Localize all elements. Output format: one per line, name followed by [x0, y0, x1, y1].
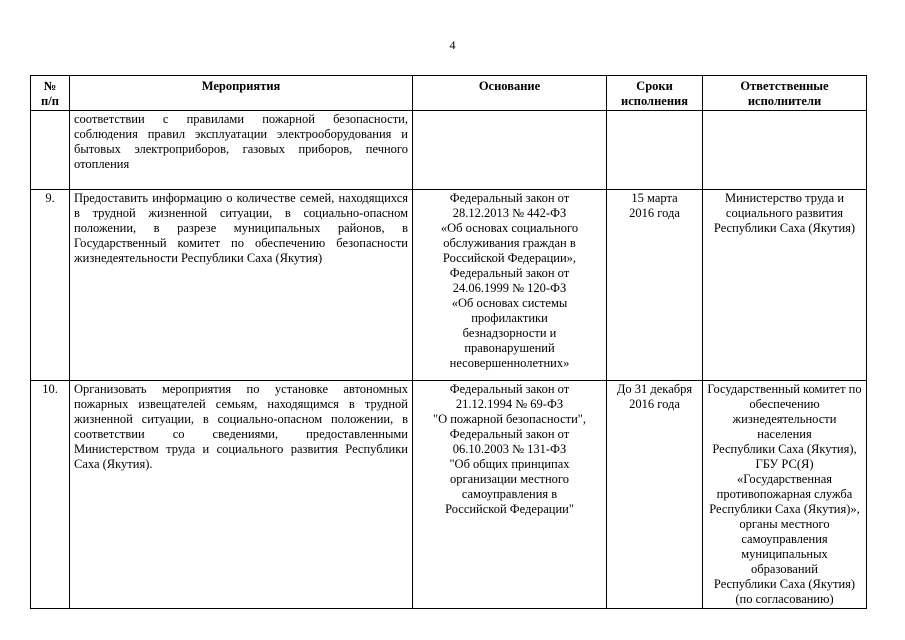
cell-responsible-line: социального развития: [725, 206, 844, 220]
cell-responsible: [703, 111, 867, 190]
cell-responsible-line: Республики Саха (Якутия),: [712, 442, 857, 456]
cell-basis-line: 21.12.1994 № 69-ФЗ: [455, 397, 564, 411]
cell-basis-line: организации местного: [449, 472, 570, 486]
cell-basis-line: несовершеннолетних»: [449, 356, 570, 370]
table-row: [31, 190, 867, 381]
cell-responsible-line: обеспечению: [749, 397, 820, 411]
cell-responsible: [703, 381, 867, 609]
cell-responsible-line: Министерство труда и: [724, 191, 845, 205]
cell-basis-line: Федеральный закон от: [449, 266, 570, 280]
header-term-line: Сроки: [636, 79, 673, 93]
header-num-line: п/п: [41, 94, 59, 108]
cell-activity: Организовать мероприятия по установке автономных пожарных извещателей семьям, находящимся в трудной жизненной ситуации, в социально-опасном положении, в соответствии со сведениями, предоставленными Министерством труда и социального развития Республики Саха (Якутия).: [70, 381, 413, 609]
header-num-line: №: [43, 79, 57, 93]
table-header-row: [31, 76, 867, 111]
table-row: [31, 381, 867, 609]
cell-basis-line: Федеральный закон от: [449, 382, 570, 396]
cell-responsible-line: ГБУ РС(Я) «Государственная: [736, 457, 832, 486]
cell-basis-line: Федеральный закон от: [449, 427, 570, 441]
cell-responsible-line: жизнедеятельности населения: [732, 412, 837, 441]
cell-responsible-line: Республики Саха (Якутия): [713, 577, 856, 591]
cell-basis-line: 24.06.1999 № 120-ФЗ: [452, 281, 567, 295]
cell-term: [607, 190, 703, 381]
cell-basis: [413, 111, 607, 190]
cell-term-line: 2016 года: [629, 397, 680, 411]
cell-basis-line: Российской Федерации»,: [442, 251, 577, 265]
header-activity: Мероприятия: [70, 76, 413, 111]
cell-term: [607, 381, 703, 609]
cell-basis-line: «Об основах социального: [440, 221, 579, 235]
cell-basis-line: обслуживания граждан в: [443, 236, 576, 250]
header-num: [31, 76, 70, 111]
cell-num: [31, 111, 70, 190]
cell-responsible-line: самоуправления: [741, 532, 828, 546]
cell-basis-line: Федеральный закон от: [449, 191, 570, 205]
cell-basis-line: "О пожарной безопасности",: [432, 412, 587, 426]
cell-responsible-line: (по согласованию): [735, 592, 834, 606]
cell-responsible-line: Республики Саха (Якутия)»,: [709, 502, 860, 516]
cell-responsible-line: муниципальных образований: [741, 547, 828, 576]
page-number: 4: [449, 38, 456, 52]
cell-basis-line: 28.12.2013 № 442-ФЗ: [452, 206, 567, 220]
cell-basis-line: "Об общих принципах: [449, 457, 570, 471]
cell-num: 10.: [31, 381, 70, 609]
cell-num: 9.: [31, 190, 70, 381]
cell-basis-line: профилактики: [471, 311, 548, 325]
cell-term-line: 15 марта: [631, 191, 678, 205]
header-term-line: исполнения: [621, 94, 688, 108]
cell-term: [607, 111, 703, 190]
cell-responsible-line: органы местного: [739, 517, 830, 531]
cell-basis: [413, 381, 607, 609]
cell-basis-line: правонарушений: [464, 341, 555, 355]
cell-basis: [413, 190, 607, 381]
cell-basis-line: безнадзорности и: [462, 326, 557, 340]
cell-term-line: 2016 года: [629, 206, 680, 220]
cell-activity: соответствии с правилами пожарной безопасности, соблюдения правил эксплуатации электрооборудования и бытовых электроприборов, газовых приборов, печного отопления: [70, 111, 413, 190]
table-body: [31, 111, 867, 609]
cell-responsible-line: Государственный комитет по: [707, 382, 862, 396]
cell-basis-line: самоуправления в: [461, 487, 558, 501]
cell-basis-line: Российской Федерации": [445, 502, 574, 516]
cell-responsible-line: Республики Саха (Якутия): [713, 221, 856, 235]
cell-responsible: [703, 190, 867, 381]
cell-responsible-line: противопожарная служба: [716, 487, 853, 501]
cell-activity: Предоставить информацию о количестве семей, находящихся в трудной жизненной ситуации, в социально-опасном положении, в разрезе муниципальных районов, в Государственный комитет по обеспечению безопасности жизнедеятельности Республики Саха (Якутия): [70, 190, 413, 381]
cell-term-line: До 31 декабря: [616, 382, 693, 396]
header-basis: Основание: [413, 76, 607, 111]
header-term: [607, 76, 703, 111]
table-row: [31, 111, 867, 190]
cell-basis-line: 06.10.2003 № 131-ФЗ: [452, 442, 567, 456]
header-responsible: Ответственные исполнители: [703, 76, 867, 111]
cell-basis-line: «Об основах системы: [451, 296, 568, 310]
plan-table: [30, 75, 867, 609]
